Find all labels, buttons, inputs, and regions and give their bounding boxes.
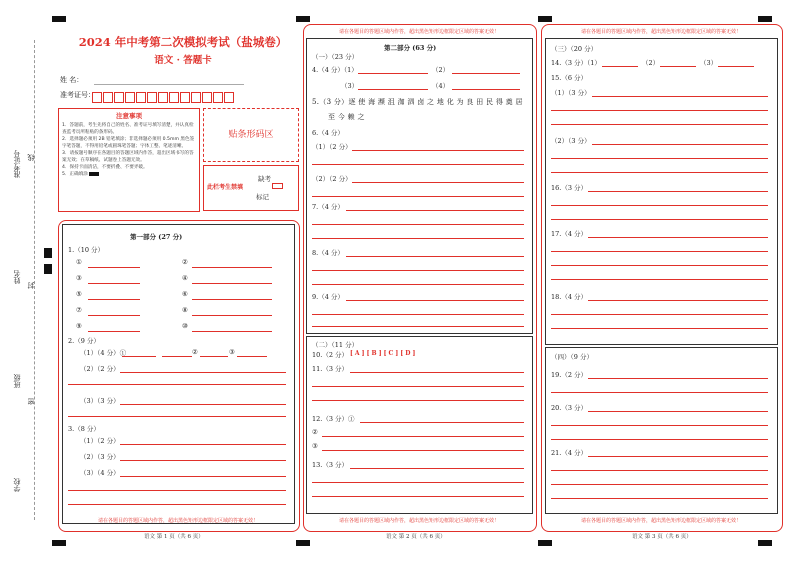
answer-line[interactable] — [551, 265, 768, 266]
answer-line[interactable] — [237, 356, 267, 357]
answer-line[interactable] — [551, 205, 768, 206]
side-label-seal: 封 — [27, 282, 35, 289]
answer-line[interactable] — [660, 66, 696, 67]
q18-label: 18.（4 分） — [551, 293, 588, 301]
page-title: 2024 年中考第二次模拟考试（盐城卷） — [78, 35, 288, 49]
answer-line[interactable] — [312, 270, 524, 271]
barcode-label: 贴条形码区 — [228, 130, 274, 140]
q8-label: 8.（4 分） — [312, 249, 344, 257]
q5-text: 5.（3 分）逐 使 海 濒 沮 洳 泗 卤 之 地 化 为 良 田 民 得 奠 居 — [312, 98, 523, 106]
q17-label: 17.（4 分） — [551, 230, 588, 238]
answer-line[interactable] — [551, 425, 768, 426]
answer-line[interactable] — [88, 283, 140, 284]
timing-mark — [44, 248, 52, 258]
answer-line[interactable] — [588, 300, 768, 301]
answer-line[interactable] — [312, 496, 524, 497]
answer-line[interactable] — [68, 384, 286, 385]
timing-mark — [44, 264, 52, 274]
answer-line[interactable] — [360, 422, 524, 423]
answer-line[interactable] — [68, 504, 286, 505]
q1-item-4: ④ — [182, 274, 188, 282]
side-label-school: 学校 — [13, 478, 21, 492]
part1-title: 第一部分 (27 分) — [130, 233, 183, 241]
q1-item-6: ⑥ — [182, 290, 188, 298]
answer-line[interactable] — [312, 482, 524, 483]
section1-label: （一）（23 分） — [312, 53, 359, 61]
q7-label: 7.（4 分） — [312, 203, 344, 211]
q1-label: 1.（10 分） — [68, 246, 105, 254]
warning-text: 请在各题目的答题区域内作答，超出黑色矩形边框限定区域的答案无效！ — [338, 29, 499, 35]
answer-line[interactable] — [120, 404, 286, 405]
answer-line[interactable] — [551, 158, 768, 159]
page-footer: 语文 第 3 页（共 6 页） — [632, 534, 692, 540]
q15-1-label: （1）（3 分） — [551, 89, 591, 97]
barcode-area — [203, 108, 299, 162]
answer-line[interactable] — [352, 150, 524, 151]
answer-line[interactable] — [358, 73, 428, 74]
part2-title: 第二部分 (63 分) — [384, 44, 437, 52]
q11-label: 11.（3 分） — [312, 365, 349, 373]
answer-line[interactable] — [312, 314, 524, 315]
warning-text: 请在各题目的答题区域内作答，超出黑色矩形边框限定区域的答案无效！ — [580, 29, 741, 35]
q3-3-label: （3）（4 分） — [80, 469, 120, 477]
q6-label: 6.（4 分） — [312, 129, 344, 137]
answer-line[interactable] — [120, 476, 286, 477]
q13-label: 13.（3 分） — [312, 461, 349, 469]
answer-line[interactable] — [551, 392, 768, 393]
answer-line[interactable] — [588, 237, 768, 238]
answer-line[interactable] — [312, 196, 524, 197]
q4-2-label: （2） — [432, 66, 450, 74]
answer-line[interactable] — [346, 256, 524, 257]
answer-line[interactable] — [592, 96, 768, 97]
answer-line[interactable] — [551, 172, 768, 173]
answer-line[interactable] — [551, 219, 768, 220]
answer-line[interactable] — [192, 315, 272, 316]
q3-1-label: （1）（2 分） — [80, 437, 120, 445]
side-label-name: 姓名 — [13, 270, 21, 284]
name-label: 姓 名： — [60, 76, 84, 84]
answer-line[interactable] — [200, 356, 228, 357]
notice-item: 5．正确填涂 — [62, 171, 196, 178]
answer-line[interactable] — [352, 182, 524, 183]
q21-label: 21.（4 分） — [551, 449, 588, 457]
answer-line[interactable] — [588, 456, 768, 457]
answer-line[interactable] — [551, 251, 768, 252]
answer-line[interactable] — [122, 356, 156, 357]
answer-line[interactable] — [551, 439, 768, 440]
answer-line[interactable] — [88, 315, 140, 316]
warning-text: 请在各题目的答题区域内作答，超出黑色矩形边框限定区域的答案无效！ — [97, 518, 258, 524]
forbid-label: 此栏考生禁填 — [207, 184, 244, 191]
q6-2-label: （2）（2 分） — [312, 175, 352, 183]
side-label-exam-no: 准考证号 — [13, 150, 21, 178]
page-footer: 语文 第 2 页（共 6 页） — [386, 534, 446, 540]
answer-line[interactable] — [452, 89, 520, 90]
warning-text: 请在各题目的答题区域内作答，超出黑色矩形边框限定区域的答案无效！ — [338, 518, 499, 524]
section3-label: （三）（20 分） — [551, 45, 598, 53]
notice-box — [58, 108, 200, 212]
answer-line[interactable] — [551, 279, 768, 280]
q1-item-3: ③ — [76, 274, 82, 282]
answer-line[interactable] — [312, 238, 524, 239]
q3-2-label: （2）（3 分） — [80, 453, 120, 461]
name-field[interactable] — [94, 84, 244, 85]
answer-line[interactable] — [588, 191, 768, 192]
q1-item-5: ⑤ — [76, 290, 82, 298]
q10-label: 10.（2 分） — [312, 351, 349, 359]
timing-mark — [296, 540, 310, 546]
q14-2-label: （2） — [642, 59, 660, 67]
answer-line[interactable] — [312, 326, 524, 327]
q12-item-3: ③ — [312, 442, 318, 450]
answer-line[interactable] — [162, 356, 192, 357]
answer-line[interactable] — [192, 331, 272, 332]
q10-options[interactable]: [ A ] [ B ] [ C ] [ D ] — [350, 350, 416, 357]
q2-2-label: （2）（2 分） — [80, 365, 120, 373]
answer-line[interactable] — [551, 314, 768, 315]
answer-line[interactable] — [602, 66, 638, 67]
exam-no-cells[interactable] — [92, 88, 235, 107]
answer-line[interactable] — [551, 498, 768, 499]
notice-item: 3．请按题号顺序在各题目的答题区域内作答，超出区域书写的答案无效；在草稿纸、试题卷上答题无效。 — [62, 151, 194, 163]
notice-item: 4．保持卡面清洁，不要折叠、不要弄破。 — [62, 165, 148, 170]
answer-line[interactable] — [588, 411, 768, 412]
q1-item-10: ⑩ — [182, 322, 188, 330]
answer-line[interactable] — [312, 400, 524, 401]
answer-line[interactable] — [551, 484, 768, 485]
answer-line[interactable] — [346, 210, 524, 211]
answer-line[interactable] — [192, 283, 272, 284]
answer-line[interactable] — [68, 416, 286, 417]
q1-item-7: ⑦ — [76, 306, 82, 314]
timing-mark — [296, 16, 310, 22]
answer-line[interactable] — [350, 468, 524, 469]
answer-line[interactable] — [120, 444, 286, 445]
q16-label: 16.（3 分） — [551, 184, 588, 192]
q2-label: 2.（9 分） — [68, 337, 100, 345]
q5-text-line2: 至 今 赖 之 — [328, 113, 365, 121]
timing-mark — [538, 540, 552, 546]
answer-line[interactable] — [312, 284, 524, 285]
side-label-line: 线 — [27, 154, 35, 161]
page2-answer-box-2 — [306, 336, 533, 514]
q15-2-label: （2）（3 分） — [551, 137, 591, 145]
q2-1-label: （1）（4 分）① — [80, 349, 127, 357]
answer-line[interactable] — [192, 267, 272, 268]
answer-line[interactable] — [192, 299, 272, 300]
answer-line[interactable] — [588, 378, 768, 379]
answer-line[interactable] — [551, 110, 768, 111]
notice-title: 注意事项 — [116, 112, 142, 120]
q20-label: 20.（3 分） — [551, 404, 588, 412]
forbid-box — [203, 165, 299, 211]
answer-line[interactable] — [551, 124, 768, 125]
page1-answer-box — [62, 224, 295, 524]
warning-text: 请在各题目的答题区域内作答，超出黑色矩形边框限定区域的答案无效！ — [580, 518, 741, 524]
q19-label: 19.（2 分） — [551, 371, 588, 379]
answer-line[interactable] — [88, 331, 140, 332]
timing-mark — [538, 16, 552, 22]
side-label-secret: 密 — [27, 398, 35, 405]
timing-mark — [52, 540, 66, 546]
timing-mark — [758, 16, 772, 22]
q1-item-8: ⑧ — [182, 306, 188, 314]
binding-line — [34, 40, 35, 520]
answer-line[interactable] — [322, 450, 524, 451]
q14-3-label: （3） — [700, 59, 718, 67]
q12-label: 12.（3 分）① — [312, 415, 355, 423]
answer-line[interactable] — [120, 372, 286, 373]
q2-3-label: （3）（3 分） — [80, 397, 120, 405]
answer-line[interactable] — [312, 386, 524, 387]
answer-line[interactable] — [322, 436, 524, 437]
answer-line[interactable] — [120, 460, 286, 461]
q3-label: 3.（8 分） — [68, 425, 100, 433]
q14-label: 14.（3 分）（1） — [551, 59, 601, 67]
section4-label: （四）（9 分） — [551, 353, 593, 361]
q4-4-label: （4） — [432, 82, 450, 90]
answer-line[interactable] — [312, 224, 524, 225]
notice-item: 1．答题前，考生先将自己的姓名、准考证号填写清楚，并认真检查监考员所粘贴的条形码。 — [62, 123, 194, 135]
notice-item: 2．选择题必须用 2B 铅笔填涂；非选择题必须用 0.5mm 黑色签字笔答题，不得用铅笔或圆珠笔答题；字体工整、笔迹清晰。 — [62, 137, 195, 149]
absent-mark-box[interactable] — [272, 183, 283, 189]
q6-1-label: （1）（2 分） — [312, 143, 352, 151]
q4-3-label: （3） — [341, 82, 359, 90]
answer-line[interactable] — [88, 299, 140, 300]
page-footer: 语文 第 1 页（共 6 页） — [144, 534, 204, 540]
timing-mark — [52, 16, 66, 22]
answer-line[interactable] — [350, 372, 524, 373]
q1-item-2: ② — [182, 258, 188, 266]
answer-line[interactable] — [592, 144, 768, 145]
q2-1-item-2: ② — [192, 348, 198, 356]
answer-line[interactable] — [312, 164, 524, 165]
section2-label: （二）（11 分） — [312, 341, 359, 349]
page-subtitle: 语文 · 答题卡 — [154, 55, 212, 66]
absent-label: 缺考 — [258, 175, 271, 183]
filled-sample-mark — [89, 172, 99, 176]
answer-line[interactable] — [551, 470, 768, 471]
answer-line[interactable] — [551, 328, 768, 329]
answer-line[interactable] — [358, 89, 428, 90]
exam-no-label: 准考证号： — [60, 91, 95, 99]
q9-label: 9.（4 分） — [312, 293, 344, 301]
answer-line[interactable] — [452, 73, 520, 74]
q15-label: 15.（6 分） — [551, 74, 588, 82]
answer-line[interactable] — [718, 66, 754, 67]
q12-item-2: ② — [312, 428, 318, 436]
answer-line[interactable] — [88, 267, 140, 268]
timing-mark — [758, 540, 772, 546]
q1-item-9: ⑨ — [76, 322, 82, 330]
answer-line[interactable] — [346, 300, 524, 301]
absent-mark-label: 标记 — [256, 193, 269, 201]
q1-item-1: ① — [76, 258, 82, 266]
q4-label: 4.（4 分）（1） — [312, 66, 358, 74]
q2-1-item-3: ③ — [229, 348, 235, 356]
answer-line[interactable] — [68, 490, 286, 491]
side-label-class: 班级 — [13, 374, 21, 388]
